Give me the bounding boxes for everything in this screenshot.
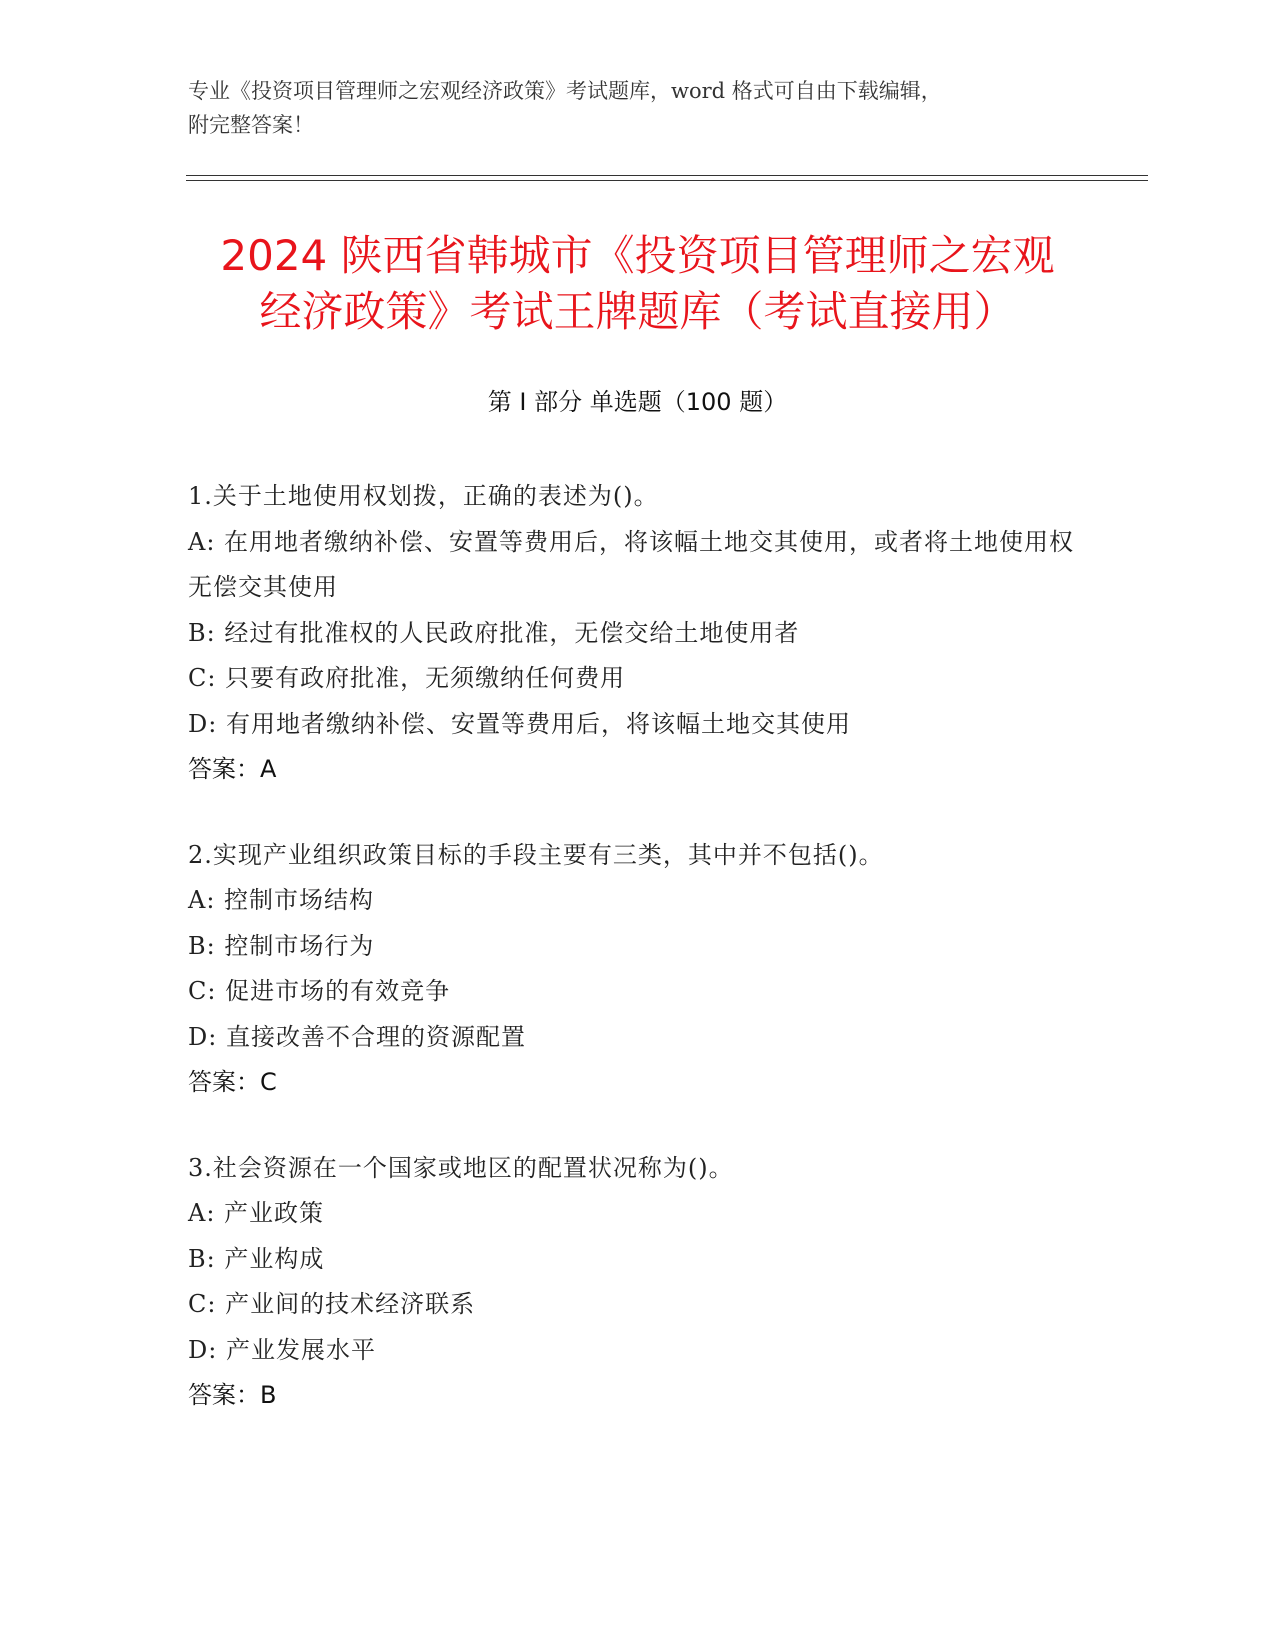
question-option-b: B: 控制市场行为 (188, 931, 375, 960)
question-answer: 答案：B (188, 1381, 277, 1409)
header-rule-top (186, 175, 1148, 176)
question-option-d: D: 有用地者缴纳补偿、安置等费用后，将该幅土地交其使用 (188, 709, 851, 738)
question-stem: 2.实现产业组织政策目标的手段主要有三类，其中并不包括()。 (188, 840, 884, 869)
question-1 (188, 474, 1088, 793)
question-option-a: A: 在用地者缴纳补偿、安置等费用后，将该幅土地交其使用，或者将土地使用权无偿交其使用 (188, 527, 1075, 601)
header-note-line-1: 专业《投资项目管理师之宏观经济政策》考试题库，word 格式可自由下载编辑， (188, 79, 942, 103)
question-2 (188, 833, 1088, 1106)
document-title-line-1: 2024 陕西省韩城市《投资项目管理师之宏观 (220, 231, 1055, 280)
question-option-b: B: 产业构成 (188, 1244, 325, 1273)
question-list (188, 474, 1088, 1459)
question-option-c: C: 促进市场的有效竞争 (188, 977, 451, 1005)
header-rule-bottom (186, 180, 1148, 181)
section-heading: 第 I 部分 单选题（100 题） (487, 388, 788, 416)
header-note (188, 74, 1088, 142)
question-option-d: D: 产业发展水平 (188, 1335, 376, 1364)
question-option-a: A: 产业政策 (188, 1199, 325, 1227)
document-title (160, 228, 1115, 340)
question-option-a: A: 控制市场结构 (188, 886, 375, 914)
document-title-line-2: 经济政策》考试王牌题库（考试直接用） (259, 287, 1016, 336)
question-option-d: D: 直接改善不合理的资源配置 (188, 1022, 526, 1051)
question-answer: 答案：C (188, 1068, 277, 1096)
question-stem: 3.社会资源在一个国家或地区的配置状况称为()。 (188, 1153, 734, 1182)
header-note-line-2: 附完整答案！ (188, 113, 314, 137)
question-stem: 1.关于土地使用权划拨，正确的表述为()。 (188, 482, 659, 510)
question-option-c: C: 产业间的技术经济联系 (188, 1290, 476, 1318)
question-option-c: C: 只要有政府批准，无须缴纳任何费用 (188, 664, 626, 692)
question-3 (188, 1146, 1088, 1419)
question-answer: 答案：A (188, 755, 277, 783)
question-option-b: B: 经过有批准权的人民政府批准，无偿交给土地使用者 (188, 618, 800, 647)
